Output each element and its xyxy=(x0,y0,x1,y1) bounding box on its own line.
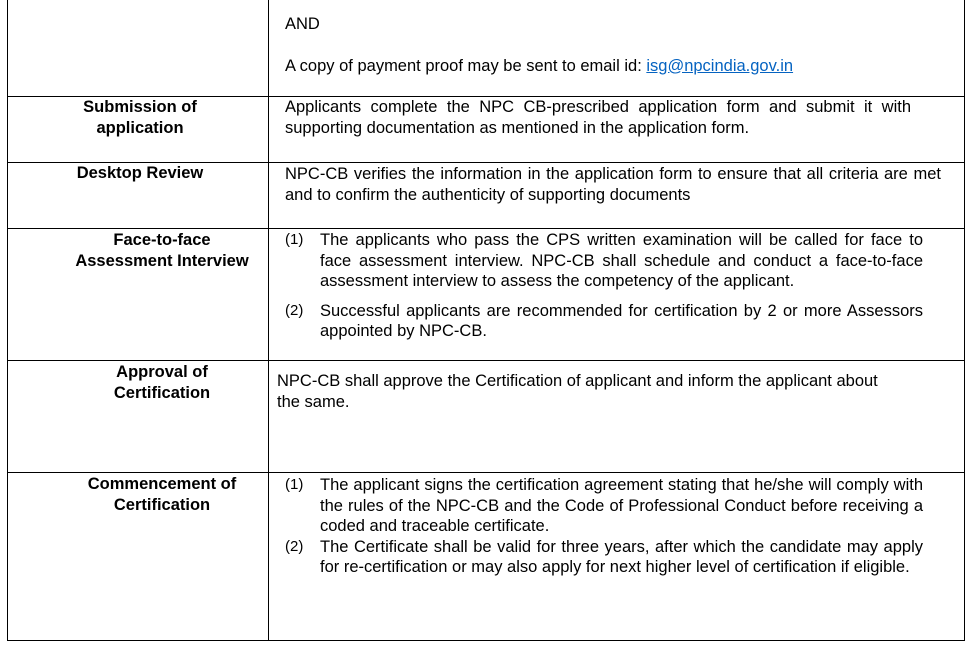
label-line: Assessment Interview xyxy=(75,252,249,270)
content-text: Applicants complete the NPC CB-prescribed application form and submit it with supporting documentation as mentioned in the application form. xyxy=(285,98,911,137)
commencement-list xyxy=(285,475,923,578)
payment-proof-label: A copy of payment proof may be sent to email id: xyxy=(285,56,647,75)
row-divider xyxy=(8,472,964,473)
label-line: Submission of xyxy=(83,98,197,116)
item-text: The applicants who pass the CPS written examination will be called for face to face assessment interview. NPC-CB shall schedule and conduct a face-to-face assessment interview to assess the competency of the applicant. xyxy=(320,231,923,290)
top-row-content xyxy=(285,14,945,76)
item-number: (1) xyxy=(285,476,304,493)
list-item xyxy=(285,230,923,292)
and-text: AND xyxy=(285,15,320,33)
row-label-approval xyxy=(102,362,222,404)
item-number: (2) xyxy=(285,301,304,319)
row-content-desktop-review xyxy=(285,164,941,205)
label-line: application xyxy=(96,119,184,137)
row-label-face-to-face xyxy=(36,230,288,272)
label-line: Face-to-face xyxy=(113,231,211,249)
label-line: Certification xyxy=(113,496,211,514)
row-label-commencement xyxy=(62,474,262,516)
content-text: NPC-CB shall approve the Certification of applicant and inform the applicant about the same. xyxy=(277,372,878,411)
item-number: (2) xyxy=(285,537,304,555)
item-text: The applicant signs the certification agreement stating that he/she will comply with the rules of the NPC-CB and the Code of Professional Conduct before receiving a coded and traceable certificate. xyxy=(320,476,923,535)
row-label-desktop-review xyxy=(8,163,272,184)
label-line: Certification xyxy=(113,384,211,402)
process-table xyxy=(7,0,965,641)
row-content-submission xyxy=(285,97,911,138)
row-label-submission xyxy=(8,97,272,139)
item-text: The Certificate shall be valid for three years, after which the candidate may apply for re-certification or may also apply for next higher level of certification if eligible. xyxy=(320,537,923,576)
payment-proof-text xyxy=(285,56,945,77)
list-item xyxy=(285,301,923,342)
label-line: Approval of xyxy=(116,363,208,381)
label-line: Desktop Review xyxy=(76,164,204,182)
item-number: (1) xyxy=(285,231,304,248)
label-line: Commencement of xyxy=(87,475,237,493)
list-item xyxy=(285,475,923,537)
list-item xyxy=(285,537,923,578)
row-divider xyxy=(8,360,964,361)
email-link[interactable]: isg@npcindia.gov.in xyxy=(646,56,794,75)
content-text: NPC-CB verifies the information in the application form to ensure that all criteria are met and to confirm the authenticity of supporting documents xyxy=(285,165,941,204)
face-to-face-list xyxy=(285,230,923,342)
item-text: Successful applicants are recommended for certification by 2 or more Assessors appointed by NPC-CB. xyxy=(320,301,923,340)
row-divider xyxy=(8,228,964,229)
row-content-approval xyxy=(277,371,897,412)
